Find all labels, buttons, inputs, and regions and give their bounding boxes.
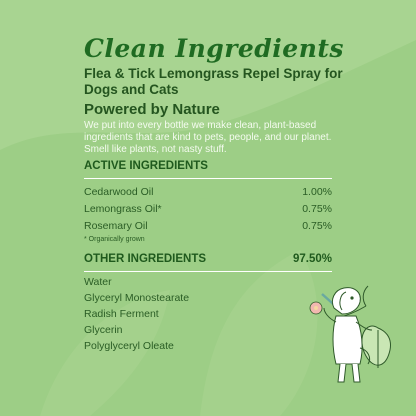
list-item: Water bbox=[84, 276, 112, 288]
ingredient-name: Lemongrass Oil* bbox=[84, 203, 162, 215]
active-ingredients-title: ACTIVE INGREDIENTS bbox=[84, 160, 208, 172]
ingredient-name: Cedarwood Oil bbox=[84, 186, 154, 198]
other-ingredients-list bbox=[84, 276, 189, 356]
list-item: Radish Ferment bbox=[84, 308, 159, 320]
product-name: Flea & Tick Lemongrass Repel Spray for Dogs and Cats bbox=[84, 66, 343, 97]
other-ingredients-heading bbox=[84, 253, 332, 272]
subheading: Powered by Nature bbox=[84, 101, 220, 118]
dog-holding-flower-icon bbox=[296, 278, 396, 390]
list-item: Polyglyceryl Oleate bbox=[84, 340, 174, 352]
intro-text: We put into every bottle we make clean, plant-based ingredients that are kind to pets, people, and our planet. Smell like plants, not nasty stuff. bbox=[84, 120, 332, 155]
active-ingredients-heading bbox=[84, 160, 332, 179]
other-ingredients-title: OTHER INGREDIENTS bbox=[84, 253, 207, 265]
ingredient-row bbox=[84, 220, 332, 236]
ingredient-name: Rosemary Oil bbox=[84, 220, 148, 232]
list-item: Glycerin bbox=[84, 324, 123, 336]
other-ingredients-percent: 97.50% bbox=[292, 253, 332, 265]
ingredient-percent: 0.75% bbox=[302, 203, 332, 215]
ingredient-row bbox=[84, 203, 332, 219]
ingredient-percent: 1.00% bbox=[302, 186, 332, 198]
organic-footnote: * Organically grown bbox=[84, 236, 145, 243]
ingredient-percent: 0.75% bbox=[302, 220, 332, 232]
ingredient-row bbox=[84, 186, 332, 202]
headline: Clean Ingredients bbox=[84, 34, 344, 63]
list-item: Glyceryl Monostearate bbox=[84, 292, 190, 304]
